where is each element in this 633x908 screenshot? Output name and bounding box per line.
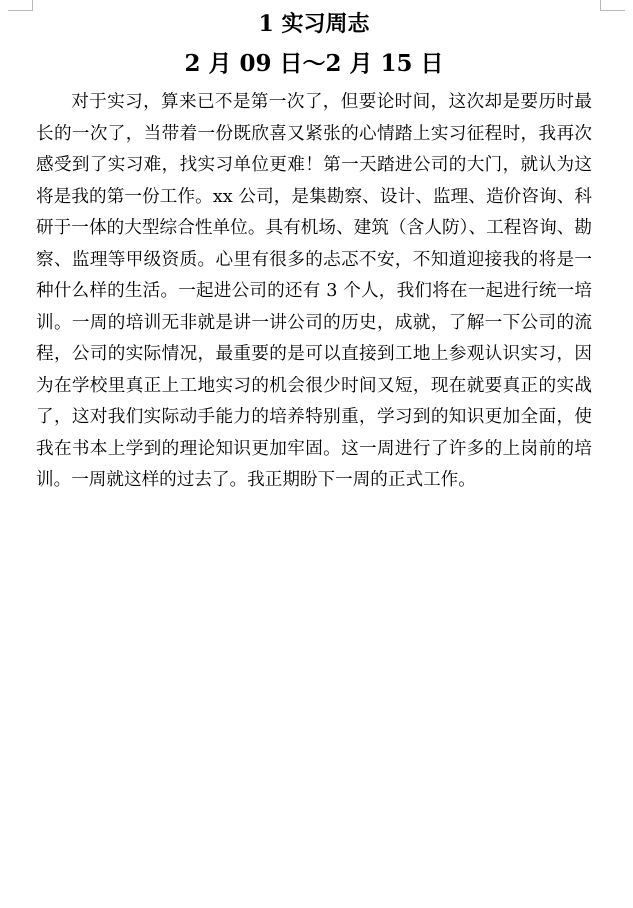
page-corner-mark-top-right (600, 0, 625, 11)
document-page (36, 0, 592, 497)
document-date-range: 2 月 09 日～2 月 15 日 (184, 50, 444, 77)
body-paragraph: 对于实习，算来已不是第一次了，但要论时间，这次却是要历时最长的一次了，当带着一份既欣喜又紧张的心情踏上实习征程时，我再次感受到了实习难，找实习单位更难！第一天踏进公司的大门，就认为这将是我的第一份工作。xx 公司，是集勘察、设计、监理、造价咨询、科研于一体的大型综合性单位。具有机场、建筑（含人防）、工程咨询、勘察、监理等甲级资质。心里有很多的忐忑不安，不知道迎接我的将是一种什么样的生活。一起进公司的还有 3 个人，我们将在一起进行统一培训。一周的培训无非就是讲一讲公司的历史，成就，了解一下公司的流程，公司的实际情况，最重要的是可以直接到工地上参观认识实习，因为在学校里真正上工地实习的机会很少时间又短，现在就要真正的实战了，这对我们实际动手能力的培养特别重，学习到的知识更加全面，使我在书本上学到的理论知识更加牢固。这一周进行了许多的上岗前的培训。一周就这样的过去了。我正期盼下一周的正式工作。 (36, 92, 592, 490)
document-title: 1 实习周志 (258, 11, 370, 37)
page-corner-mark-top-left (8, 0, 33, 11)
